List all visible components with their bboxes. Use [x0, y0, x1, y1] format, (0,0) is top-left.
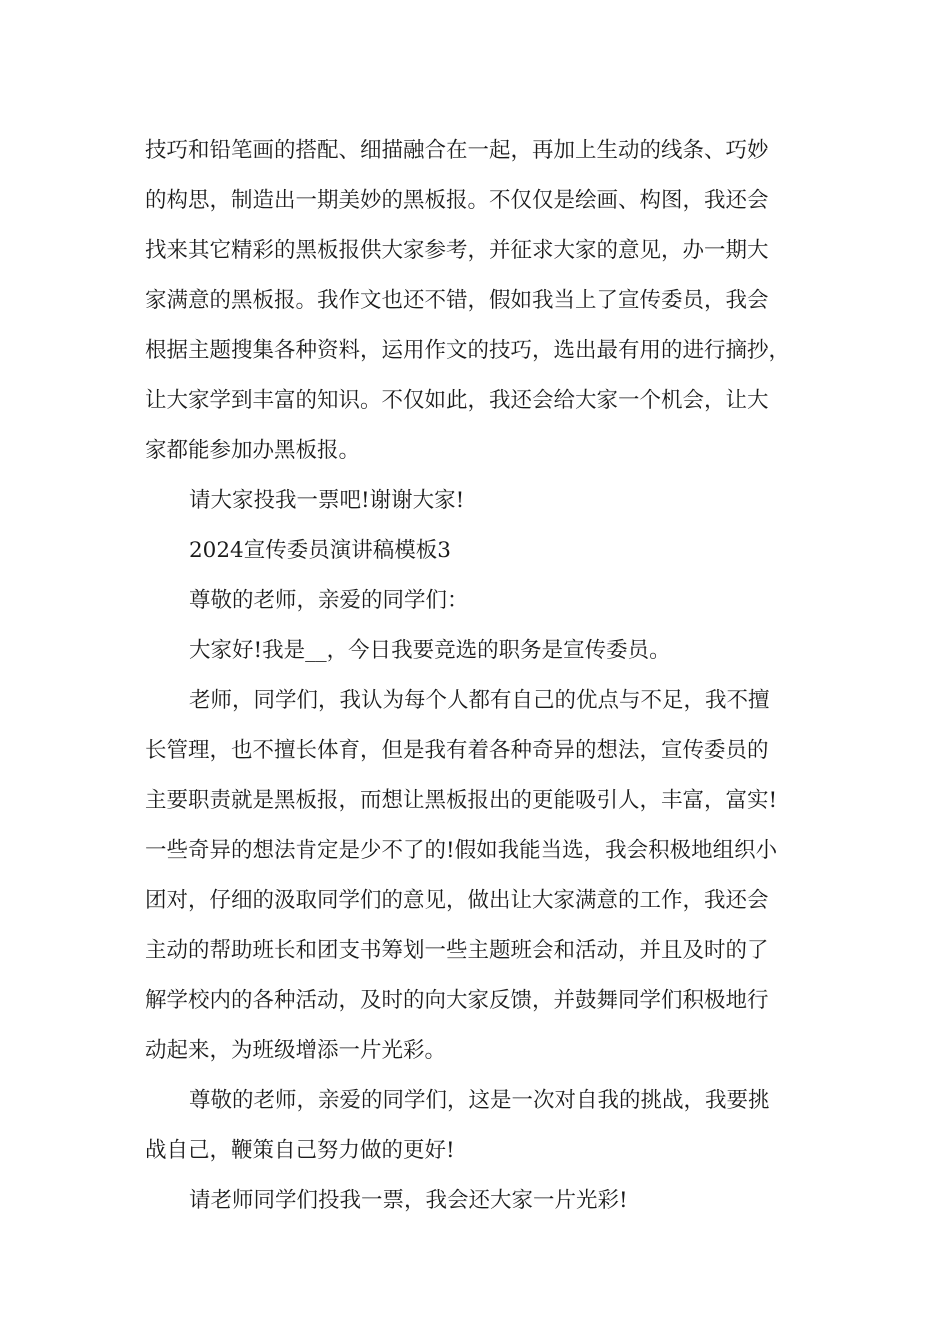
text-line: 团对，仔细的汲取同学们的意见，做出让大家满意的工作，我还会 — [145, 888, 769, 913]
text-line: 一些奇异的想法肯定是少不了的!假如我能当选，我会积极地组织小 — [145, 838, 778, 863]
paragraph — [145, 1176, 815, 1226]
text-line: 家都能参加办黑板报。 — [145, 438, 361, 463]
text-line: 让大家学到丰富的知识。不仅如此，我还会给大家一个机会，让大 — [145, 388, 769, 413]
text-line: 主动的帮助班长和团支书筹划一些主题班会和活动，并且及时的了 — [145, 938, 769, 963]
paragraph — [145, 476, 815, 526]
text-line: 战自己，鞭策自己努力做的更好! — [145, 1138, 455, 1163]
paragraph — [145, 626, 815, 676]
text-line: 老师，同学们，我认为每个人都有自己的优点与不足，我不擅 — [189, 688, 770, 713]
text-line: 技巧和铅笔画的搭配、细描融合在一起，再加上生动的线条、巧妙 — [145, 138, 769, 163]
paragraph — [145, 576, 815, 626]
text-line: 2024宣传委员演讲稿模板3 — [189, 538, 451, 563]
text-line: 找来其它精彩的黑板报供大家参考，并征求大家的意见，办一期大 — [145, 238, 769, 263]
text-line: 动起来，为班级增添一片光彩。 — [145, 1038, 447, 1063]
text-line: 主要职责就是黑板报，而想让黑板报出的更能吸引人，丰富，富实! — [145, 788, 778, 813]
text-line: 尊敬的老师，亲爱的同学们： — [189, 588, 469, 613]
text-line: 大家好!我是__，今日我要竞选的职务是宣传委员。 — [189, 638, 671, 663]
document-body — [145, 126, 815, 1226]
text-line: 尊敬的老师，亲爱的同学们，这是一次对自我的挑战，我要挑 — [189, 1088, 770, 1113]
text-line: 请老师同学们投我一票，我会还大家一片光彩! — [189, 1188, 628, 1213]
paragraph — [145, 1076, 815, 1176]
paragraph — [145, 526, 815, 576]
text-line: 的构思，制造出一期美妙的黑板报。不仅仅是绘画、构图，我还会 — [145, 188, 769, 213]
paragraph — [145, 126, 815, 476]
text-line: 解学校内的各种活动，及时的向大家反馈，并鼓舞同学们积极地行 — [145, 988, 769, 1013]
text-line: 根据主题搜集各种资料，运用作文的技巧，选出最有用的进行摘抄， — [145, 338, 791, 363]
text-line: 请大家投我一票吧!谢谢大家! — [189, 488, 465, 513]
text-line: 家满意的黑板报。我作文也还不错，假如我当上了宣传委员，我会 — [145, 288, 769, 313]
paragraph — [145, 676, 815, 1076]
text-line: 长管理，也不擅长体育，但是我有着各种奇异的想法，宣传委员的 — [145, 738, 769, 763]
